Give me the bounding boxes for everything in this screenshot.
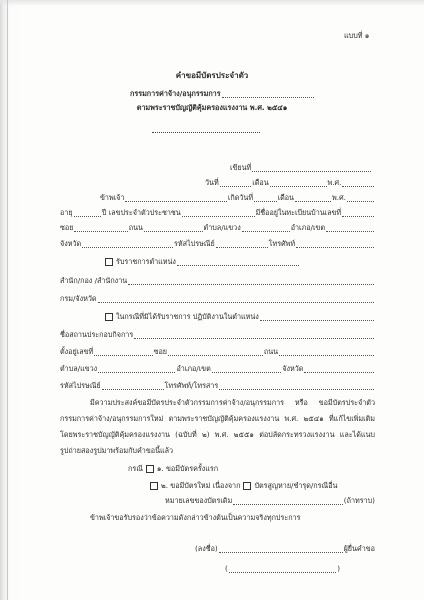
date-day-label: วันที่ xyxy=(205,178,219,187)
new-request-checkbox xyxy=(150,482,158,490)
lost-damaged-label: บัตรสูญหาย/ชำรุด/กรณีอื่น xyxy=(254,481,338,490)
business-district-blank xyxy=(212,365,282,373)
signature-blank xyxy=(219,545,343,553)
private-position-row xyxy=(105,311,375,322)
scan-edge-left xyxy=(7,0,8,600)
if-known-label: (ถ้าทราบ) xyxy=(343,496,375,505)
government-position-blank xyxy=(177,258,299,266)
date-year-label: พ.ศ. xyxy=(327,178,342,187)
business-phone-fax-label: โทรศัพท์/โทรสาร xyxy=(164,381,219,390)
statement-line-4: รูปถ่ายสองรูปมาพร้อมกับคำขอนี้แล้ว xyxy=(60,446,174,455)
home-district-blank xyxy=(326,224,374,232)
business-address-row xyxy=(60,346,375,357)
age-label: อายุ xyxy=(60,208,73,217)
business-number-blank xyxy=(94,348,152,356)
home-postcode-blank xyxy=(216,240,268,248)
age-blank xyxy=(74,209,101,217)
business-subdistrict-blank xyxy=(98,365,175,373)
home-soi-label: ซอย xyxy=(60,223,74,232)
home-road-blank xyxy=(144,224,203,232)
business-area-row xyxy=(60,363,375,374)
first-request-checkbox xyxy=(146,465,154,473)
old-card-row xyxy=(165,495,375,506)
date-month-blank xyxy=(270,179,327,187)
government-department-blank xyxy=(98,295,374,303)
home-phone-label: โทรศัพท์ xyxy=(268,239,296,248)
home-address-row xyxy=(60,222,375,233)
id-number-label: ปี เลขประจำตัวประชาชน xyxy=(101,208,181,217)
scan-edge-top xyxy=(0,0,424,6)
home-road-label: ถนน xyxy=(128,223,143,232)
home-subdistrict-blank xyxy=(242,224,290,232)
private-position-label: ในกรณีที่มิได้รับราชการ ปฏิบัติงานในตำแหน่ง xyxy=(116,312,259,321)
birth-month-blank xyxy=(295,194,331,202)
home-soi-blank xyxy=(74,224,127,232)
home-phone-blank xyxy=(296,240,374,248)
identity-row xyxy=(60,207,375,218)
home-postcode-label: รหัสไปรษณีย์ xyxy=(174,239,215,248)
written-at-blank xyxy=(252,164,371,172)
government-office-blank xyxy=(128,277,374,285)
government-department-row xyxy=(60,293,375,304)
new-request-label: ๒. ขอมีบัตรใหม่ เนื่องจาก xyxy=(161,481,241,490)
written-at-label: เขียนที่ xyxy=(230,163,252,172)
business-number-label: ตั้งอยู่เลขที่ xyxy=(60,347,94,356)
government-office-row xyxy=(60,275,375,286)
committee-name-blank xyxy=(222,90,314,98)
birth-day-label: เกิดวันที่ xyxy=(227,193,254,202)
printed-name-close-paren: ) xyxy=(337,564,340,573)
sign-label: (ลงชื่อ) xyxy=(195,544,218,553)
business-phone-fax-blank xyxy=(219,382,374,390)
date-day-blank xyxy=(220,179,252,187)
first-request-label: ๑. ขอมีบัตรครั้งแรก xyxy=(156,464,219,473)
business-name-row xyxy=(60,329,375,340)
private-checkbox xyxy=(105,313,113,321)
house-number-label: มีชื่ออยู่ในทะเบียนบ้านเลขที่ xyxy=(255,208,342,217)
home-province-label: จังหวัด xyxy=(60,239,82,248)
home-province-row xyxy=(60,238,375,249)
printed-name-open-paren: ( xyxy=(225,564,228,573)
government-position-label: รับราชการตำแหน่ง xyxy=(116,257,176,266)
government-checkbox xyxy=(105,258,113,266)
applicant-row xyxy=(100,192,375,203)
form-title: คำขอมีบัตรประจำตัว xyxy=(175,71,249,80)
date-month-label: เดือน xyxy=(252,178,269,187)
government-department-label: กรม/จังหวัด xyxy=(60,294,97,303)
statement-line-3: โดยพระราชบัญญัติคุ้มครองแรงงาน (ฉบับที่ ๒) พ.ศ. ๒๕๕๑ ต่อปลัดกระทรวงแรงงาน และได้แนบ xyxy=(60,430,375,439)
birth-day-blank xyxy=(254,194,277,202)
birth-month-label: เดือน xyxy=(277,193,294,202)
form-number xyxy=(344,30,384,41)
form-number-label: แบบที่ ๑ xyxy=(344,31,370,40)
title-line-2-label: กรรมการค่าจ้าง/อนุกรรมการ xyxy=(130,89,221,98)
request-type-label: กรณี xyxy=(128,464,143,473)
business-postcode-blank xyxy=(102,382,164,390)
business-road-blank xyxy=(279,348,374,356)
business-province-label: จังหวัด xyxy=(282,364,304,373)
home-subdistrict-label: ตำบล/แขวง xyxy=(203,223,241,232)
request-new-row xyxy=(150,480,360,491)
statement-line-2: กรรมการค่าจ้าง/อนุกรรมการใหม่ ตามพระราชบัญญัติคุ้มครองแรงงาน พ.ศ. ๒๕๔๑ ที่แก้ไขเพิ่มเติม xyxy=(60,414,375,423)
old-card-number-blank xyxy=(233,497,343,505)
applicant-name-blank xyxy=(125,194,226,202)
id-number-blank xyxy=(182,209,255,217)
business-road-label: ถนน xyxy=(263,347,279,356)
government-office-label: สำนัก/กอง /สำนักงาน xyxy=(60,276,128,285)
home-province-blank xyxy=(82,240,173,248)
title-line-3: ตามพระราชบัญญัติคุ้มครองแรงงาน พ.ศ. ๒๕๔๑ xyxy=(136,103,288,112)
birth-year-label: พ.ศ. xyxy=(332,193,346,202)
business-province-blank xyxy=(304,365,374,373)
private-position-blank xyxy=(260,313,374,321)
business-name-blank xyxy=(134,331,374,339)
business-contact-row xyxy=(60,380,375,391)
title-divider xyxy=(152,132,260,133)
house-number-blank xyxy=(342,209,374,217)
certification-text: ข้าพเจ้าขอรับรองว่าข้อความดังกล่าวข้างต้นเป็นความจริงทุกประการ xyxy=(90,513,301,522)
business-name-label: ชื่อสถานประกอบกิจการ xyxy=(60,330,134,339)
applicant-name-label: ข้าพเจ้า xyxy=(100,193,125,202)
birth-year-blank xyxy=(347,194,374,202)
business-soi-label: ซอย xyxy=(153,347,168,356)
request-first-row xyxy=(128,463,288,474)
signature-row xyxy=(195,543,375,554)
business-district-label: อำเภอ/เขต xyxy=(176,364,211,373)
written-at-row xyxy=(230,162,372,173)
title-line-2 xyxy=(130,88,315,99)
printed-name-row xyxy=(225,563,340,574)
applicant-role-label: ผู้ยื่นคำขอ xyxy=(343,544,375,553)
date-year-blank xyxy=(342,179,374,187)
business-subdistrict-label: ตำบล/แขวง xyxy=(60,364,98,373)
business-soi-blank xyxy=(168,348,263,356)
business-postcode-label: รหัสไปรษณีย์ xyxy=(60,381,101,390)
statement-line-1: มีความประสงค์ขอมีบัตรประจำตัวกรรมการค่าจ้าง/อนุกรรมการ หรือ ขอมีบัตรประจำตัว xyxy=(90,398,375,407)
lost-damaged-checkbox xyxy=(243,482,251,490)
printed-name-blank xyxy=(229,565,336,573)
old-card-number-label: หมายเลขของบัตรเดิม xyxy=(165,496,233,505)
government-position-row xyxy=(105,256,300,267)
home-district-label: อำเภอ/เขต xyxy=(290,223,326,232)
date-row xyxy=(205,177,375,188)
